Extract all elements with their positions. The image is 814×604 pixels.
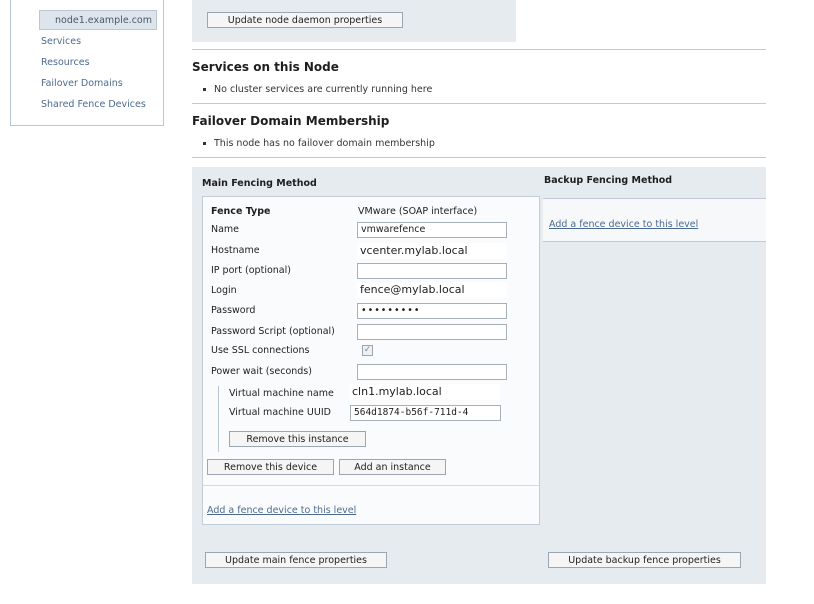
- vm-name-input[interactable]: cln1.mylab.local: [349, 384, 500, 400]
- login-input[interactable]: fence@mylab.local: [357, 282, 507, 298]
- ipport-label: IP port (optional): [211, 265, 291, 276]
- power-wait-label: Power wait (seconds): [211, 366, 312, 377]
- divider: [192, 103, 766, 104]
- vm-name-label: Virtual machine name: [229, 388, 334, 399]
- fence-type-label: Fence Type: [211, 206, 271, 217]
- failover-heading: Failover Domain Membership: [192, 114, 390, 128]
- divider: [192, 49, 766, 50]
- services-message: No cluster services are currently running here: [203, 84, 432, 95]
- password-input[interactable]: •••••••••: [357, 303, 507, 319]
- sidebar-item-services[interactable]: Services: [41, 36, 82, 47]
- password-script-label: Password Script (optional): [211, 326, 335, 337]
- remove-device-button[interactable]: Remove this device: [207, 459, 334, 475]
- update-backup-fence-button[interactable]: Update backup fence properties: [548, 552, 741, 568]
- backup-fencing-heading: Backup Fencing Method: [544, 175, 673, 186]
- services-heading: Services on this Node: [192, 60, 339, 74]
- name-label: Name: [211, 224, 240, 235]
- divider: [203, 485, 539, 486]
- add-fence-device-main-link[interactable]: Add a fence device to this level: [207, 505, 357, 516]
- bullet-icon: [203, 142, 206, 145]
- sidebar-selected-node[interactable]: node1.example.com: [39, 10, 157, 30]
- vm-uuid-input[interactable]: 564d1874-b56f-711d-4: [350, 405, 501, 421]
- power-wait-input[interactable]: [357, 364, 507, 380]
- update-main-fence-button[interactable]: Update main fence properties: [205, 552, 387, 568]
- sidebar-item-failover-domains[interactable]: Failover Domains: [41, 78, 123, 89]
- login-label: Login: [211, 285, 237, 296]
- ipport-input[interactable]: [357, 263, 507, 279]
- main-fencing-heading: Main Fencing Method: [202, 178, 317, 189]
- password-script-input[interactable]: [357, 324, 507, 340]
- divider: [192, 157, 766, 158]
- ssl-checkbox[interactable]: ✓: [363, 345, 372, 355]
- vm-uuid-label: Virtual machine UUID: [229, 407, 331, 418]
- add-fence-device-backup-link[interactable]: Add a fence device to this level: [549, 219, 699, 230]
- sidebar-item-resources[interactable]: Resources: [41, 57, 90, 68]
- add-instance-button[interactable]: Add an instance: [339, 459, 446, 475]
- failover-message: This node has no failover domain membership: [203, 138, 435, 149]
- password-label: Password: [211, 305, 256, 316]
- cluster-sidebar: [10, 0, 164, 126]
- ssl-label: Use SSL connections: [211, 345, 310, 356]
- hostname-input[interactable]: vcenter.mylab.local: [357, 243, 507, 259]
- hostname-label: Hostname: [211, 245, 260, 256]
- instance-bracket: [218, 386, 219, 452]
- sidebar-item-shared-fence-devices[interactable]: Shared Fence Devices: [41, 99, 146, 110]
- remove-instance-button[interactable]: Remove this instance: [229, 431, 366, 447]
- update-node-daemon-button[interactable]: Update node daemon properties: [207, 12, 403, 28]
- bullet-icon: [203, 88, 206, 91]
- name-input[interactable]: vmwarefence: [357, 222, 507, 238]
- fence-type-value: VMware (SOAP interface): [358, 206, 478, 217]
